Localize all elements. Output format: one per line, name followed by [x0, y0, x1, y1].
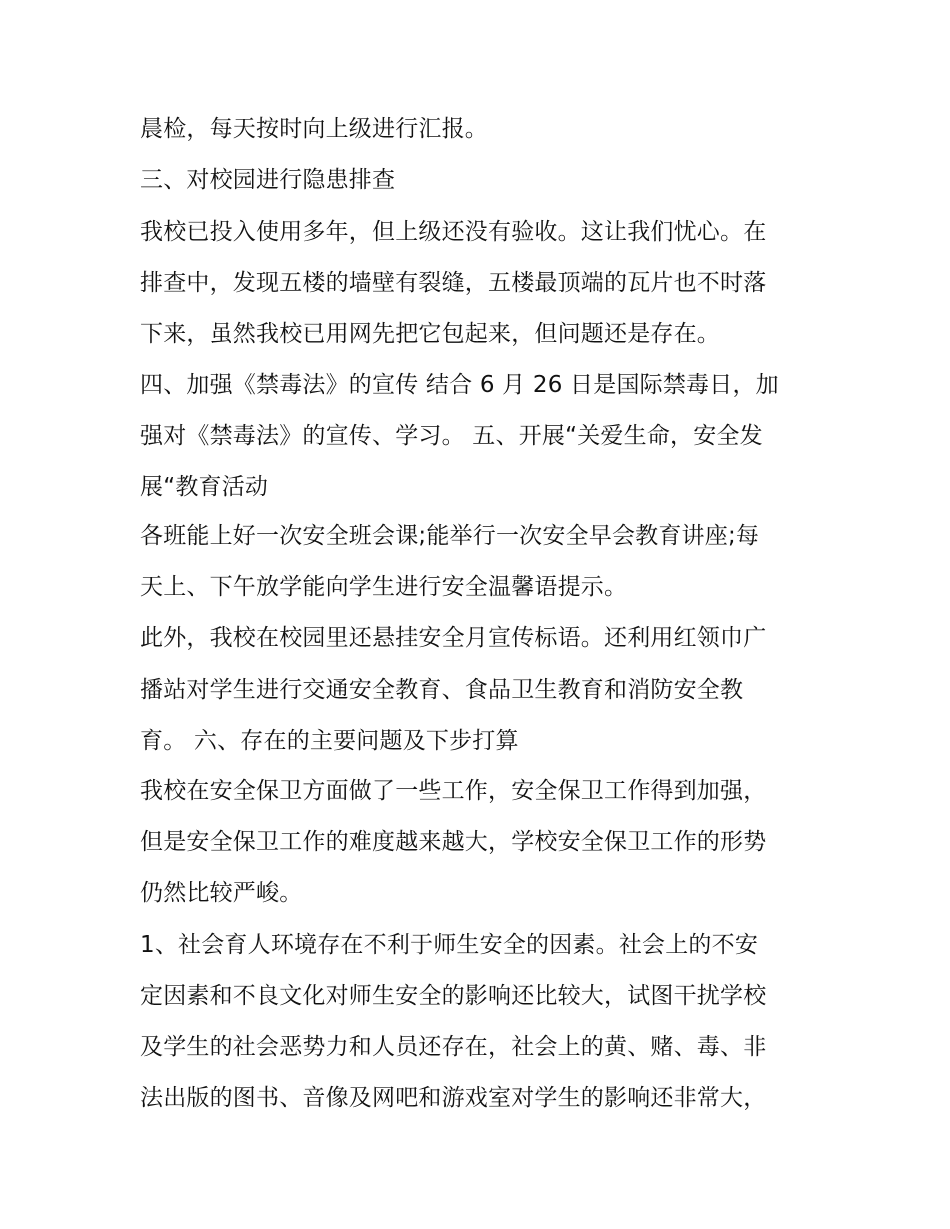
text-line: 法出版的图书、音像及网吧和游戏室对学生的影响还非常大，: [140, 1085, 767, 1111]
text-line: 定因素和不良文化对师生安全的影响还比较大，试图干扰学校: [140, 983, 767, 1009]
text-line: 排查中，发现五楼的墙壁有裂缝，五楼最顶端的瓦片也不时落: [140, 270, 767, 296]
text-line: 1、社会育人环境存在不利于师生安全的因素。社会上的不安: [140, 932, 759, 958]
section-heading: 三、对校园进行隐患排查: [140, 167, 396, 193]
text-line: 四、加强《禁毒法》的宣传 结合 6 月 26 日是国际禁毒日，加: [140, 372, 779, 398]
text-line: 强对《禁毒法》的宣传、学习。 五、开展“关爱生命，安全发: [140, 423, 763, 449]
text-line: 仍然比较严峻。: [140, 880, 303, 906]
text-line: 我校在安全保卫方面做了一些工作，安全保卫工作得到加强，: [140, 778, 767, 804]
text-line: 我校已投入使用多年，但上级还没有验收。这让我们忧心。在: [140, 219, 767, 245]
text-line: 育。 六、存在的主要问题及下步打算: [140, 728, 519, 754]
text-line: 此外，我校在校园里还悬挂安全月宣传标语。还利用红领巾广: [140, 625, 767, 651]
text-line: 各班能上好一次安全班会课;能举行一次安全早会教育讲座;每: [140, 523, 760, 549]
text-line: 天上、下午放学能向学生进行安全温馨语提示。: [140, 574, 628, 600]
text-line: 播站对学生进行交通安全教育、食品卫生教育和消防安全教: [140, 677, 744, 703]
text-line: 及学生的社会恶势力和人员还存在，社会上的黄、赌、毒、非: [140, 1034, 767, 1060]
text-line: 下来，虽然我校已用网先把它包起来，但问题还是存在。: [140, 321, 720, 347]
text-line: 晨检，每天按时向上级进行汇报。: [140, 116, 488, 142]
text-line: 但是安全保卫工作的难度越来越大，学校安全保卫工作的形势: [140, 829, 767, 855]
text-line: 展“教育活动: [140, 474, 269, 500]
